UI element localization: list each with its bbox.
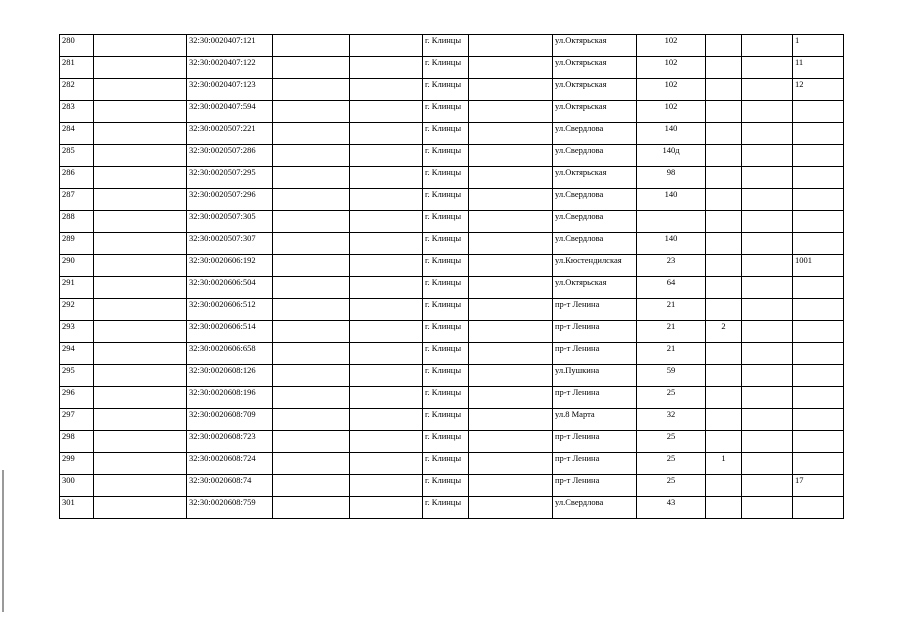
city-cell: г. Клинцы <box>423 167 469 189</box>
city-cell: г. Клинцы <box>423 211 469 233</box>
empty-cell <box>742 409 793 431</box>
empty-cell <box>273 497 350 519</box>
empty-cell <box>742 497 793 519</box>
city-cell: г. Клинцы <box>423 343 469 365</box>
city-cell: г. Клинцы <box>423 57 469 79</box>
house-number-cell: 98 <box>637 167 706 189</box>
empty-cell <box>742 343 793 365</box>
cadastral-number-cell: 32:30:0020407:122 <box>187 57 273 79</box>
house-number-cell: 140д <box>637 145 706 167</box>
empty-cell <box>350 387 423 409</box>
apartment-number-cell: 1 <box>793 35 844 57</box>
empty-cell <box>469 321 553 343</box>
building-number-cell <box>706 497 742 519</box>
empty-cell <box>350 299 423 321</box>
empty-cell <box>350 79 423 101</box>
empty-cell <box>273 255 350 277</box>
table-row <box>60 211 844 233</box>
house-number-cell: 25 <box>637 387 706 409</box>
empty-cell <box>273 365 350 387</box>
empty-cell <box>742 277 793 299</box>
empty-cell <box>350 57 423 79</box>
table-row <box>60 299 844 321</box>
empty-cell <box>350 277 423 299</box>
empty-cell <box>469 145 553 167</box>
empty-cell <box>94 101 187 123</box>
house-number-cell: 64 <box>637 277 706 299</box>
building-number-cell <box>706 343 742 365</box>
empty-cell <box>273 123 350 145</box>
row-number-cell: 298 <box>60 431 94 453</box>
apartment-number-cell: 11 <box>793 57 844 79</box>
building-number-cell <box>706 431 742 453</box>
apartment-number-cell <box>793 101 844 123</box>
empty-cell <box>742 365 793 387</box>
cadastral-number-cell: 32:30:0020606:658 <box>187 343 273 365</box>
building-number-cell <box>706 123 742 145</box>
table-row <box>60 277 844 299</box>
empty-cell <box>742 431 793 453</box>
empty-cell <box>94 453 187 475</box>
empty-cell <box>350 409 423 431</box>
cadastral-number-cell: 32:30:0020608:74 <box>187 475 273 497</box>
city-cell: г. Клинцы <box>423 321 469 343</box>
house-number-cell: 140 <box>637 123 706 145</box>
apartment-number-cell <box>793 497 844 519</box>
cadastral-number-cell: 32:30:0020608:724 <box>187 453 273 475</box>
cadastral-number-cell: 32:30:0020507:295 <box>187 167 273 189</box>
empty-cell <box>273 145 350 167</box>
city-cell: г. Клинцы <box>423 277 469 299</box>
table-row <box>60 365 844 387</box>
table-row <box>60 343 844 365</box>
row-number-cell: 297 <box>60 409 94 431</box>
city-cell: г. Клинцы <box>423 101 469 123</box>
street-cell: ул.Октярьская <box>553 101 637 123</box>
empty-cell <box>350 189 423 211</box>
empty-cell <box>742 189 793 211</box>
empty-cell <box>94 211 187 233</box>
empty-cell <box>350 343 423 365</box>
row-number-cell: 291 <box>60 277 94 299</box>
empty-cell <box>94 387 187 409</box>
apartment-number-cell: 12 <box>793 79 844 101</box>
empty-cell <box>94 299 187 321</box>
row-number-cell: 282 <box>60 79 94 101</box>
street-cell: пр-т Ленина <box>553 321 637 343</box>
empty-cell <box>469 211 553 233</box>
cadastral-number-cell: 32:30:0020606:512 <box>187 299 273 321</box>
row-number-cell: 288 <box>60 211 94 233</box>
empty-cell <box>94 123 187 145</box>
empty-cell <box>273 189 350 211</box>
city-cell: г. Клинцы <box>423 453 469 475</box>
street-cell: ул.8 Марта <box>553 409 637 431</box>
row-number-cell: 292 <box>60 299 94 321</box>
street-cell: пр-т Ленина <box>553 431 637 453</box>
city-cell: г. Клинцы <box>423 387 469 409</box>
street-cell: ул.Октярьская <box>553 35 637 57</box>
scan-edge-mark <box>2 470 4 612</box>
street-cell: пр-т Ленина <box>553 387 637 409</box>
city-cell: г. Клинцы <box>423 475 469 497</box>
empty-cell <box>273 277 350 299</box>
street-cell: пр-т Ленина <box>553 299 637 321</box>
city-cell: г. Клинцы <box>423 35 469 57</box>
building-number-cell <box>706 409 742 431</box>
table-row <box>60 145 844 167</box>
house-number-cell: 25 <box>637 431 706 453</box>
house-number-cell: 21 <box>637 321 706 343</box>
cadastral-number-cell: 32:30:0020608:723 <box>187 431 273 453</box>
apartment-number-cell <box>793 123 844 145</box>
empty-cell <box>350 211 423 233</box>
city-cell: г. Клинцы <box>423 233 469 255</box>
empty-cell <box>273 299 350 321</box>
city-cell: г. Клинцы <box>423 255 469 277</box>
building-number-cell: 2 <box>706 321 742 343</box>
street-cell: ул.Октярьская <box>553 57 637 79</box>
house-number-cell: 102 <box>637 35 706 57</box>
building-number-cell <box>706 255 742 277</box>
empty-cell <box>94 57 187 79</box>
empty-cell <box>94 475 187 497</box>
empty-cell <box>742 145 793 167</box>
empty-cell <box>469 387 553 409</box>
empty-cell <box>273 343 350 365</box>
empty-cell <box>94 343 187 365</box>
street-cell: ул.Свердлова <box>553 123 637 145</box>
empty-cell <box>469 475 553 497</box>
building-number-cell <box>706 79 742 101</box>
house-number-cell: 25 <box>637 453 706 475</box>
apartment-number-cell: 17 <box>793 475 844 497</box>
apartment-number-cell <box>793 189 844 211</box>
building-number-cell <box>706 57 742 79</box>
empty-cell <box>94 189 187 211</box>
building-number-cell <box>706 145 742 167</box>
cadastral-number-cell: 32:30:0020608:709 <box>187 409 273 431</box>
empty-cell <box>273 475 350 497</box>
empty-cell <box>742 35 793 57</box>
empty-cell <box>742 57 793 79</box>
row-number-cell: 299 <box>60 453 94 475</box>
city-cell: г. Клинцы <box>423 145 469 167</box>
row-number-cell: 293 <box>60 321 94 343</box>
city-cell: г. Клинцы <box>423 189 469 211</box>
empty-cell <box>273 57 350 79</box>
empty-cell <box>273 211 350 233</box>
house-number-cell: 21 <box>637 299 706 321</box>
empty-cell <box>350 123 423 145</box>
house-number-cell: 23 <box>637 255 706 277</box>
table-row <box>60 255 844 277</box>
house-number-cell: 140 <box>637 233 706 255</box>
empty-cell <box>273 431 350 453</box>
empty-cell <box>273 101 350 123</box>
apartment-number-cell <box>793 343 844 365</box>
cadastral-number-cell: 32:30:0020608:126 <box>187 365 273 387</box>
apartment-number-cell: 1001 <box>793 255 844 277</box>
house-number-cell: 102 <box>637 79 706 101</box>
property-registry-table <box>59 34 844 519</box>
empty-cell <box>742 475 793 497</box>
house-number-cell: 43 <box>637 497 706 519</box>
empty-cell <box>469 123 553 145</box>
empty-cell <box>350 233 423 255</box>
house-number-cell: 140 <box>637 189 706 211</box>
row-number-cell: 289 <box>60 233 94 255</box>
table-row <box>60 321 844 343</box>
empty-cell <box>742 167 793 189</box>
building-number-cell <box>706 101 742 123</box>
house-number-cell: 25 <box>637 475 706 497</box>
table-row <box>60 453 844 475</box>
empty-cell <box>742 453 793 475</box>
empty-cell <box>350 35 423 57</box>
row-number-cell: 287 <box>60 189 94 211</box>
empty-cell <box>469 431 553 453</box>
empty-cell <box>273 387 350 409</box>
table-row <box>60 35 844 57</box>
house-number-cell: 21 <box>637 343 706 365</box>
empty-cell <box>742 321 793 343</box>
table-row <box>60 409 844 431</box>
row-number-cell: 284 <box>60 123 94 145</box>
apartment-number-cell <box>793 453 844 475</box>
apartment-number-cell <box>793 145 844 167</box>
empty-cell <box>742 255 793 277</box>
building-number-cell <box>706 299 742 321</box>
street-cell: ул.Свердлова <box>553 145 637 167</box>
empty-cell <box>94 233 187 255</box>
street-cell: ул.Октярьская <box>553 167 637 189</box>
city-cell: г. Клинцы <box>423 409 469 431</box>
cadastral-number-cell: 32:30:0020507:307 <box>187 233 273 255</box>
empty-cell <box>273 453 350 475</box>
house-number-cell: 102 <box>637 101 706 123</box>
apartment-number-cell <box>793 387 844 409</box>
building-number-cell <box>706 365 742 387</box>
row-number-cell: 300 <box>60 475 94 497</box>
street-cell: ул.Свердлова <box>553 211 637 233</box>
apartment-number-cell <box>793 211 844 233</box>
empty-cell <box>350 255 423 277</box>
building-number-cell <box>706 233 742 255</box>
building-number-cell <box>706 35 742 57</box>
cadastral-number-cell: 32:30:0020407:121 <box>187 35 273 57</box>
street-cell: ул.Октярьская <box>553 79 637 101</box>
cadastral-number-cell: 32:30:0020507:221 <box>187 123 273 145</box>
empty-cell <box>350 101 423 123</box>
house-number-cell: 59 <box>637 365 706 387</box>
table-row <box>60 57 844 79</box>
city-cell: г. Клинцы <box>423 365 469 387</box>
apartment-number-cell <box>793 321 844 343</box>
table-row <box>60 431 844 453</box>
city-cell: г. Клинцы <box>423 299 469 321</box>
empty-cell <box>350 167 423 189</box>
street-cell: пр-т Ленина <box>553 453 637 475</box>
building-number-cell <box>706 189 742 211</box>
city-cell: г. Клинцы <box>423 79 469 101</box>
empty-cell <box>273 409 350 431</box>
apartment-number-cell <box>793 431 844 453</box>
street-cell: ул.Свердлова <box>553 189 637 211</box>
table-body <box>60 35 844 519</box>
apartment-number-cell <box>793 233 844 255</box>
building-number-cell <box>706 211 742 233</box>
house-number-cell: 32 <box>637 409 706 431</box>
building-number-cell <box>706 277 742 299</box>
empty-cell <box>469 35 553 57</box>
table-row <box>60 475 844 497</box>
cadastral-number-cell: 32:30:0020606:514 <box>187 321 273 343</box>
street-cell: пр-т Ленина <box>553 475 637 497</box>
empty-cell <box>94 167 187 189</box>
empty-cell <box>94 409 187 431</box>
cadastral-number-cell: 32:30:0020407:594 <box>187 101 273 123</box>
empty-cell <box>469 101 553 123</box>
empty-cell <box>94 365 187 387</box>
city-cell: г. Клинцы <box>423 123 469 145</box>
empty-cell <box>742 387 793 409</box>
table-row <box>60 167 844 189</box>
apartment-number-cell <box>793 365 844 387</box>
empty-cell <box>273 233 350 255</box>
empty-cell <box>94 277 187 299</box>
street-cell: пр-т Ленина <box>553 343 637 365</box>
city-cell: г. Клинцы <box>423 431 469 453</box>
empty-cell <box>469 277 553 299</box>
empty-cell <box>273 35 350 57</box>
table-row <box>60 233 844 255</box>
empty-cell <box>742 79 793 101</box>
city-cell: г. Клинцы <box>423 497 469 519</box>
empty-cell <box>350 453 423 475</box>
empty-cell <box>469 299 553 321</box>
empty-cell <box>742 101 793 123</box>
row-number-cell: 290 <box>60 255 94 277</box>
row-number-cell: 285 <box>60 145 94 167</box>
street-cell: ул.Пушкина <box>553 365 637 387</box>
row-number-cell: 301 <box>60 497 94 519</box>
empty-cell <box>469 233 553 255</box>
empty-cell <box>350 321 423 343</box>
table-row <box>60 101 844 123</box>
apartment-number-cell <box>793 299 844 321</box>
table-row <box>60 123 844 145</box>
empty-cell <box>469 365 553 387</box>
table-row <box>60 387 844 409</box>
row-number-cell: 280 <box>60 35 94 57</box>
empty-cell <box>350 431 423 453</box>
empty-cell <box>469 255 553 277</box>
empty-cell <box>469 343 553 365</box>
cadastral-number-cell: 32:30:0020608:759 <box>187 497 273 519</box>
empty-cell <box>469 409 553 431</box>
building-number-cell <box>706 387 742 409</box>
empty-cell <box>273 321 350 343</box>
cadastral-number-cell: 32:30:0020507:305 <box>187 211 273 233</box>
apartment-number-cell <box>793 277 844 299</box>
empty-cell <box>469 453 553 475</box>
apartment-number-cell <box>793 409 844 431</box>
row-number-cell: 294 <box>60 343 94 365</box>
empty-cell <box>273 167 350 189</box>
empty-cell <box>742 299 793 321</box>
apartment-number-cell <box>793 167 844 189</box>
empty-cell <box>94 255 187 277</box>
empty-cell <box>742 211 793 233</box>
street-cell: ул.Кюстендилская <box>553 255 637 277</box>
table-row <box>60 79 844 101</box>
empty-cell <box>94 431 187 453</box>
row-number-cell: 295 <box>60 365 94 387</box>
row-number-cell: 281 <box>60 57 94 79</box>
cadastral-number-cell: 32:30:0020608:196 <box>187 387 273 409</box>
empty-cell <box>742 123 793 145</box>
house-number-cell <box>637 211 706 233</box>
street-cell: ул.Октярьская <box>553 277 637 299</box>
empty-cell <box>469 167 553 189</box>
house-number-cell: 102 <box>637 57 706 79</box>
empty-cell <box>350 497 423 519</box>
cadastral-number-cell: 32:30:0020606:504 <box>187 277 273 299</box>
empty-cell <box>469 189 553 211</box>
empty-cell <box>469 57 553 79</box>
empty-cell <box>350 145 423 167</box>
row-number-cell: 283 <box>60 101 94 123</box>
empty-cell <box>469 497 553 519</box>
cadastral-number-cell: 32:30:0020407:123 <box>187 79 273 101</box>
street-cell: ул.Свердлова <box>553 497 637 519</box>
building-number-cell <box>706 475 742 497</box>
empty-cell <box>469 79 553 101</box>
empty-cell <box>94 321 187 343</box>
table-row <box>60 189 844 211</box>
building-number-cell <box>706 167 742 189</box>
row-number-cell: 296 <box>60 387 94 409</box>
empty-cell <box>273 79 350 101</box>
empty-cell <box>94 497 187 519</box>
building-number-cell: 1 <box>706 453 742 475</box>
empty-cell <box>94 35 187 57</box>
cadastral-number-cell: 32:30:0020507:286 <box>187 145 273 167</box>
empty-cell <box>350 365 423 387</box>
empty-cell <box>94 145 187 167</box>
empty-cell <box>94 79 187 101</box>
table-row <box>60 497 844 519</box>
empty-cell <box>350 475 423 497</box>
empty-cell <box>742 233 793 255</box>
row-number-cell: 286 <box>60 167 94 189</box>
cadastral-number-cell: 32:30:0020606:192 <box>187 255 273 277</box>
street-cell: ул.Свердлова <box>553 233 637 255</box>
cadastral-number-cell: 32:30:0020507:296 <box>187 189 273 211</box>
